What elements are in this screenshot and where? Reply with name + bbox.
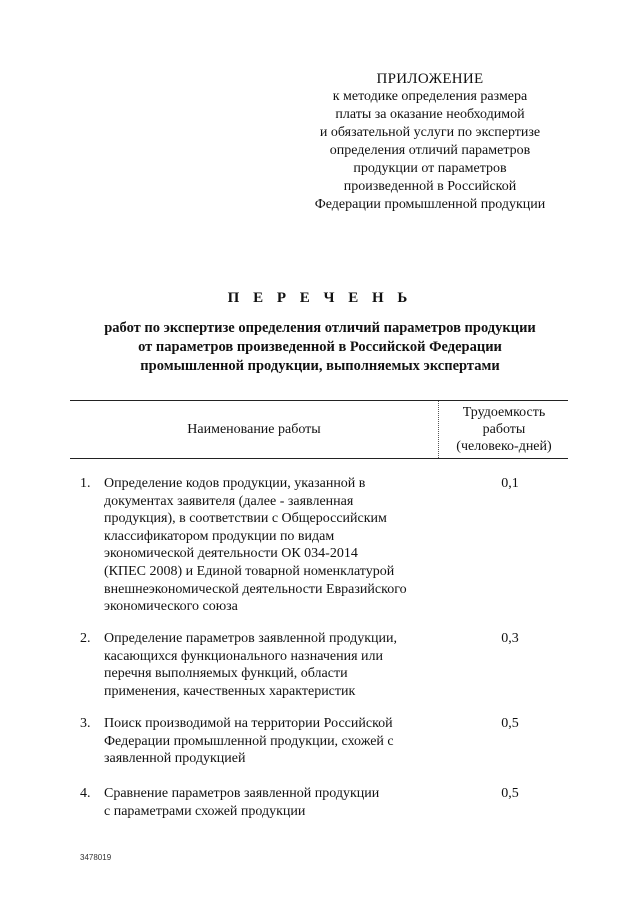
row-labor-value: 0,3 xyxy=(501,631,519,646)
row-text xyxy=(104,715,424,768)
row-number: 3. xyxy=(80,716,91,731)
row-text-line: применения, качественных характеристик xyxy=(104,683,356,699)
appendix-title: ПРИЛОЖЕНИЕ xyxy=(376,71,484,87)
row-text-line: Определение параметров заявленной продукции, xyxy=(104,631,398,646)
appendix-line: определения отличий параметров xyxy=(329,143,531,158)
appendix-line: Федерации промышленной продукции xyxy=(314,197,546,212)
appendix-line: платы за оказание необходимой xyxy=(335,107,525,122)
row-text-line: Определение кодов продукции, указанной в xyxy=(104,476,366,491)
heading-title: П Е Р Е Ч Е Н Ь xyxy=(227,290,413,306)
row-number: 4. xyxy=(80,786,91,801)
header-labor-line: работы xyxy=(482,422,526,437)
heading-subtitle-line: от параметров произведенной в Российской Федерации xyxy=(138,339,502,355)
row-text-line: экономической деятельности ОК 034-2014 xyxy=(104,546,358,562)
heading-subtitle-line: промышленной продукции, выполняемых экспертами xyxy=(140,358,500,374)
row-text xyxy=(104,785,424,820)
row-labor-value: 0,5 xyxy=(501,716,519,731)
appendix-line: продукции от параметров xyxy=(353,161,507,176)
row-text-line: с параметрами схожей продукции xyxy=(104,803,306,819)
row-text xyxy=(104,630,424,700)
row-text-line: внешнеэкономической деятельности Евразийского xyxy=(104,581,407,597)
appendix-line: и обязательной услуги по экспертизе xyxy=(319,125,541,140)
appendix-line: к методике определения размера xyxy=(332,89,528,104)
row-labor-value: 0,5 xyxy=(501,786,519,801)
appendix-line: произведенной в Российской xyxy=(343,179,517,194)
row-number: 1. xyxy=(80,476,91,491)
works-table xyxy=(70,400,568,819)
heading-subtitle-line: работ по экспертизе определения отличий параметров продукции xyxy=(104,320,536,336)
header-labor xyxy=(438,401,569,458)
table-header xyxy=(70,400,568,459)
appendix-block xyxy=(300,70,560,214)
header-labor-line: Трудоемкость xyxy=(462,405,546,420)
row-text-line: перечня выполняемых функций, области xyxy=(104,666,348,682)
row-labor-value: 0,1 xyxy=(501,476,519,491)
row-text-line: классификатором продукции по видам xyxy=(104,528,335,544)
row-number: 2. xyxy=(80,631,91,646)
row-text-line: Сравнение параметров заявленной продукции xyxy=(104,786,380,801)
header-work-name: Наименование работы xyxy=(187,421,321,437)
row-text-line: заявленной продукцией xyxy=(104,751,246,767)
row-text-line: Федерации промышленной продукции, схожей с xyxy=(104,733,394,749)
row-text-line: продукция), в соответствии с Общероссийским xyxy=(104,511,387,527)
document-heading xyxy=(60,290,580,376)
row-text-line: касающихся функционального назначения или xyxy=(104,648,384,664)
row-text xyxy=(104,475,424,616)
header-labor-line: (человеко-дней) xyxy=(456,439,552,454)
row-text-line: экономического союза xyxy=(104,599,238,615)
row-text-line: документах заявителя (далее - заявленная xyxy=(104,493,354,509)
row-text-line: Поиск производимой на территории Российской xyxy=(104,716,393,731)
row-text-line: (КПЕС 2008) и Единой товарной номенклатурой xyxy=(104,563,395,579)
document-code: 3478019 xyxy=(80,853,112,862)
